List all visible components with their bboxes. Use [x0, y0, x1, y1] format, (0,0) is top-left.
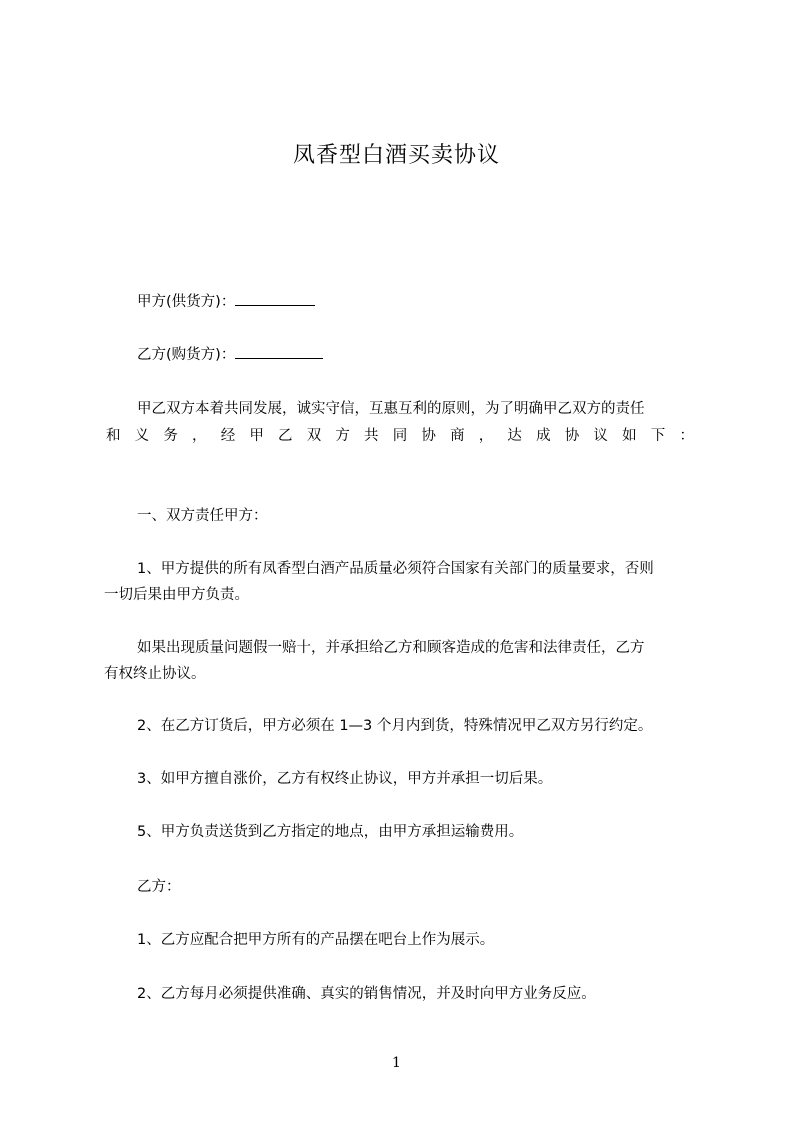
clause-a1b-line-2: 有权终止协议。	[104, 666, 206, 682]
document-title: 凤香型白酒买卖协议	[292, 143, 500, 168]
clause-b1: 1、乙方应配合把甲方所有的产品摆在吧台上作为展示。	[137, 932, 495, 948]
party-b-blank	[235, 344, 323, 359]
intro-line-2-char: 成	[536, 428, 551, 444]
intro-line-2-char: 下	[650, 428, 666, 444]
intro-line-2-char: 如	[622, 428, 637, 444]
intro-line-2-char: 和	[106, 428, 121, 444]
intro-line-2	[106, 426, 694, 446]
intro-line-2-char: 义	[134, 428, 150, 444]
clause-a1-line-2: 一切后果由甲方负责。	[104, 587, 249, 603]
intro-line-2-char: 双	[306, 428, 322, 444]
party-a-blank	[235, 291, 315, 306]
party-b-heading: 乙方：	[137, 879, 181, 895]
intro-line-2-char: 甲	[249, 428, 264, 444]
intro-line-2-char: 商	[450, 428, 465, 444]
section-1-heading: 一、双方责任甲方：	[137, 508, 268, 524]
intro-line-2-char: ，	[478, 428, 494, 444]
clause-b2: 2、乙方每月必须提供准确、真实的销售情况，并及时向甲方业务反应。	[137, 986, 596, 1002]
intro-line-2-char: 同	[392, 428, 408, 444]
clause-a1b-line-1: 如果出现质量问题假一赔十，并承担给乙方和顾客造成的危害和法律责任，乙方	[137, 640, 645, 656]
intro-line-2-char: 乙	[278, 428, 293, 444]
party-b-label: 乙方(购货方)：	[137, 347, 236, 363]
intro-line-2-char: 务	[163, 428, 178, 444]
clause-a5: 5、甲方负责送货到乙方指定的地点，由甲方承担运输费用。	[137, 824, 524, 840]
intro-line-2-char: 协	[421, 428, 436, 444]
party-a-line	[137, 291, 315, 312]
intro-line-2-char: 协	[564, 428, 580, 444]
intro-line-2-char: 议	[593, 428, 608, 444]
clause-a1-line-1: 1、甲方提供的所有凤香型白酒产品质量必须符合国家有关部门的质量要求，否则	[137, 561, 654, 577]
party-b-line	[137, 344, 323, 365]
intro-line-2-char: 经	[220, 428, 236, 444]
page-number: 1	[392, 1055, 401, 1071]
intro-line-1: 甲乙双方本着共同发展，诚实守信，互惠互利的原则，为了明确甲乙双方的责任	[137, 401, 645, 417]
intro-line-2-char: 达	[507, 428, 522, 444]
clause-a2: 2、在乙方订货后，甲方必须在 1—3 个月内到货，特殊情况甲乙双方另行约定。	[137, 718, 653, 734]
clause-a3: 3、如甲方擅自涨价，乙方有权终止协议，甲方并承担一切后果。	[137, 771, 553, 787]
intro-line-2-char: ：	[679, 428, 694, 444]
intro-line-2-char: ，	[192, 428, 207, 444]
party-a-label: 甲方(供货方)：	[137, 294, 236, 310]
intro-line-2-char: 共	[364, 428, 379, 444]
intro-line-2-char: 方	[335, 428, 350, 444]
